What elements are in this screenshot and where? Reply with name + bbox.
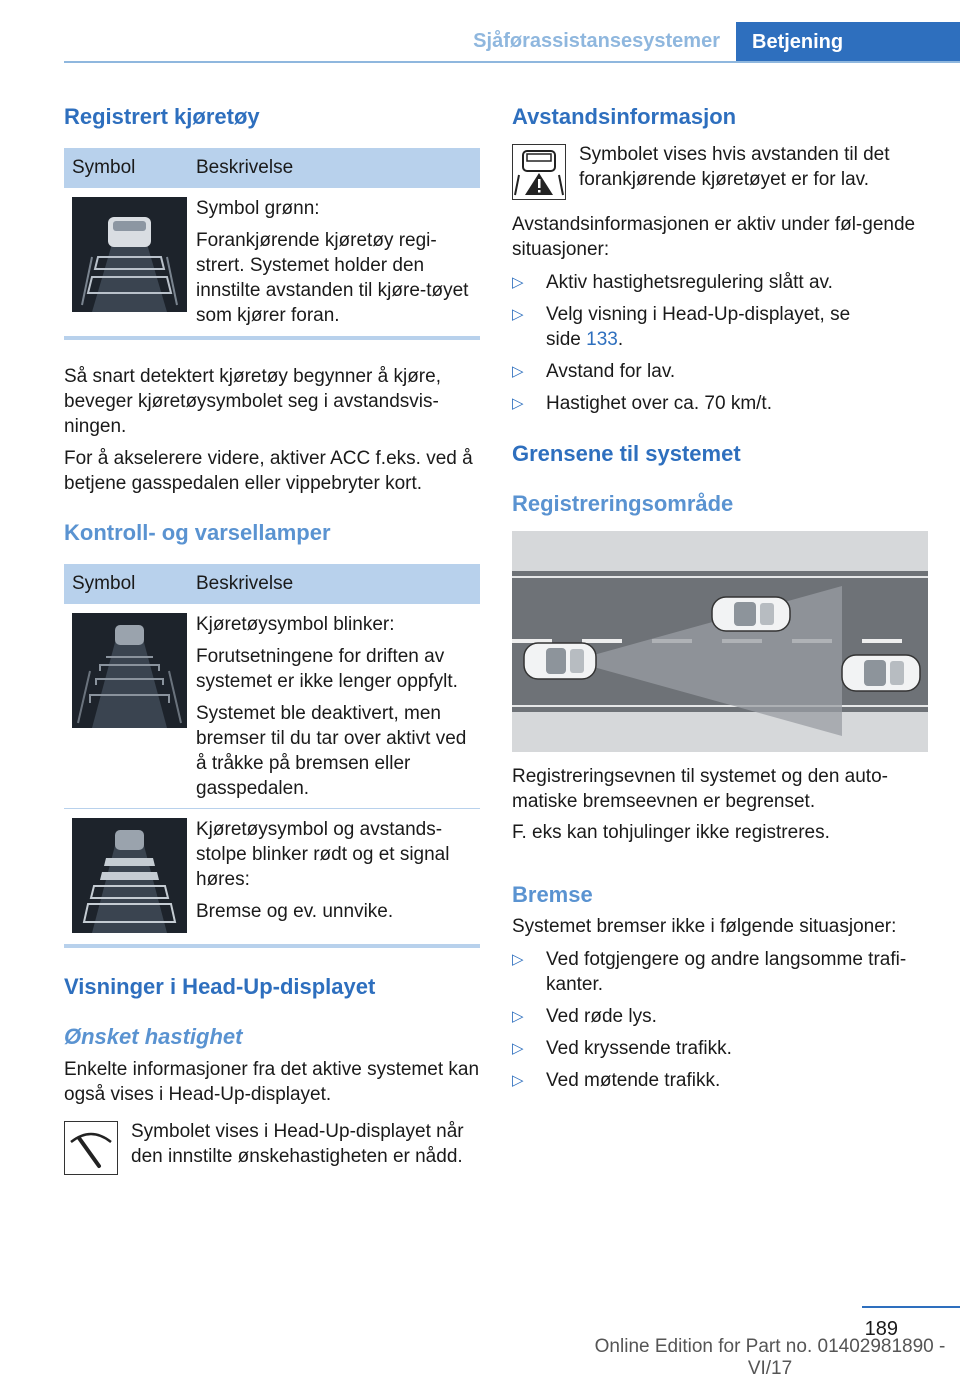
triangle-bullet-icon: ▷	[512, 363, 524, 380]
list-item: ▷ Velg visning i Head-Up-displayet, se side 133.	[512, 304, 851, 350]
triangle-bullet-icon: ▷	[512, 951, 524, 968]
page-number: 189	[864, 1318, 898, 1340]
registered-row-text: Forankjørende kjøretøy regi-strert. Systemet holder den innstilte avstanden til kjøre-tøyet som kjører foran.	[196, 230, 469, 326]
triangle-bullet-icon: ▷	[512, 395, 524, 412]
table-header-registered	[64, 148, 480, 188]
col-description: Beskrivelse	[196, 157, 294, 178]
hud-icon-text: Symbolet vises i Head-Up-displayet når den innstilte ønskehastigheten er nådd.	[131, 1121, 464, 1167]
heading-distance-info: Avstandsinformasjon	[512, 104, 737, 129]
display-vehicle-blinking-image	[72, 613, 187, 728]
footer-rule	[862, 1306, 960, 1308]
paragraph-accelerate: For å akselerere videre, aktiver ACC f.eks. ved å betjene gasspedalen eller vippebryter kort.	[64, 448, 473, 494]
brake-intro: Systemet bremser ikke i følgende situasjoner:	[512, 916, 897, 937]
display-vehicle-red-image	[72, 818, 187, 933]
lamps-row1-text2: Systemet ble deaktivert, men bremser til du tar over aktivt ved å tråkke på bremsen eller gasspedalen.	[196, 703, 467, 799]
lamps-row1-title: Kjøretøysymbol blinker:	[196, 614, 395, 635]
triangle-bullet-icon: ▷	[512, 274, 524, 291]
list-item: ▷ Ved fotgjengere og andre langsomme trafi-kanter.	[512, 949, 907, 995]
list-item: ▷ Ved røde lys.	[512, 1006, 657, 1027]
col-symbol: Symbol	[72, 573, 136, 594]
car-icon	[842, 655, 920, 691]
running-header-tab: Betjening	[736, 22, 960, 63]
paragraph-vehicle-moves: Så snart detektert kjøretøy begynner å kjøre, beveger kjøretøysymbolet seg i avstandsvis-ningen.	[64, 366, 441, 437]
triangle-bullet-icon: ▷	[512, 1072, 524, 1089]
table-end-rule	[64, 336, 480, 340]
lamps-row1-text1: Forutsetningene for driften av systemet er ikke lenger oppfylt.	[196, 646, 458, 692]
detection-range-illustration	[512, 531, 928, 752]
col-description: Beskrivelse	[196, 573, 294, 594]
list-item: ▷ Avstand for lav.	[512, 361, 676, 382]
speedometer-icon	[64, 1121, 118, 1175]
paragraph-hud: Enkelte informasjoner fra det aktive systemet kan også vises i Head-Up-displayet.	[64, 1059, 480, 1105]
page-reference-link[interactable]: 133	[586, 329, 618, 350]
subheading-desired-speed: Ønsket hastighet	[64, 1024, 243, 1049]
table-header-lamps	[64, 564, 480, 604]
distance-warning-icon	[512, 144, 566, 200]
table-row-divider	[64, 808, 480, 809]
running-header-section: Sjåførassistansesystemer	[473, 30, 720, 52]
distance-bullet-list	[512, 270, 928, 416]
header-rule	[64, 61, 960, 63]
list-item: ▷ Aktiv hastighetsregulering slått av.	[512, 272, 833, 293]
car-icon	[524, 643, 596, 679]
distance-intro: Avstandsinformasjonen er aktiv under føl-gende situasjoner:	[512, 214, 916, 260]
triangle-bullet-icon: ▷	[512, 306, 524, 323]
limits-paragraph-2: F. eks kan tohjulinger ikke registreres.	[512, 822, 830, 843]
distance-icon-text: Symbolet vises hvis avstanden til det forankjørende kjøretøyet er for lav.	[579, 144, 890, 190]
col-symbol: Symbol	[72, 157, 136, 178]
display-vehicle-green-image	[72, 197, 187, 312]
car-icon	[712, 597, 790, 631]
lamps-row2-text: Bremse og ev. unnvike.	[196, 901, 394, 922]
registered-row-title: Symbol grønn:	[196, 198, 320, 219]
triangle-bullet-icon: ▷	[512, 1040, 524, 1057]
edition-footer: Online Edition for Part no. 01402981890 - VI/17	[594, 1336, 946, 1379]
heading-system-limits: Grensene til systemet	[512, 441, 741, 466]
list-item: ▷ Ved kryssende trafikk.	[512, 1038, 732, 1059]
heading-registered-vehicle: Registrert kjøretøy	[64, 104, 260, 129]
list-item: ▷ Ved møtende trafikk.	[512, 1070, 721, 1091]
triangle-bullet-icon: ▷	[512, 1008, 524, 1025]
heading-brake: Bremse	[512, 882, 593, 907]
lamps-row2-title: Kjøretøysymbol og avstands-stolpe blinker rødt og et signal høres:	[196, 819, 450, 890]
brake-bullet-list	[512, 947, 928, 1093]
heading-indicator-lamps: Kontroll- og varsellamper	[64, 520, 331, 545]
table-end-rule	[64, 944, 480, 948]
limits-paragraph-1: Registreringsevnen til systemet og den auto-matiske bremseevnen er begrenset.	[512, 766, 888, 812]
subheading-detection-range: Registreringsområde	[512, 491, 734, 516]
heading-hud: Visninger i Head-Up-displayet	[64, 974, 376, 999]
list-item: ▷ Hastighet over ca. 70 km/t.	[512, 393, 772, 414]
